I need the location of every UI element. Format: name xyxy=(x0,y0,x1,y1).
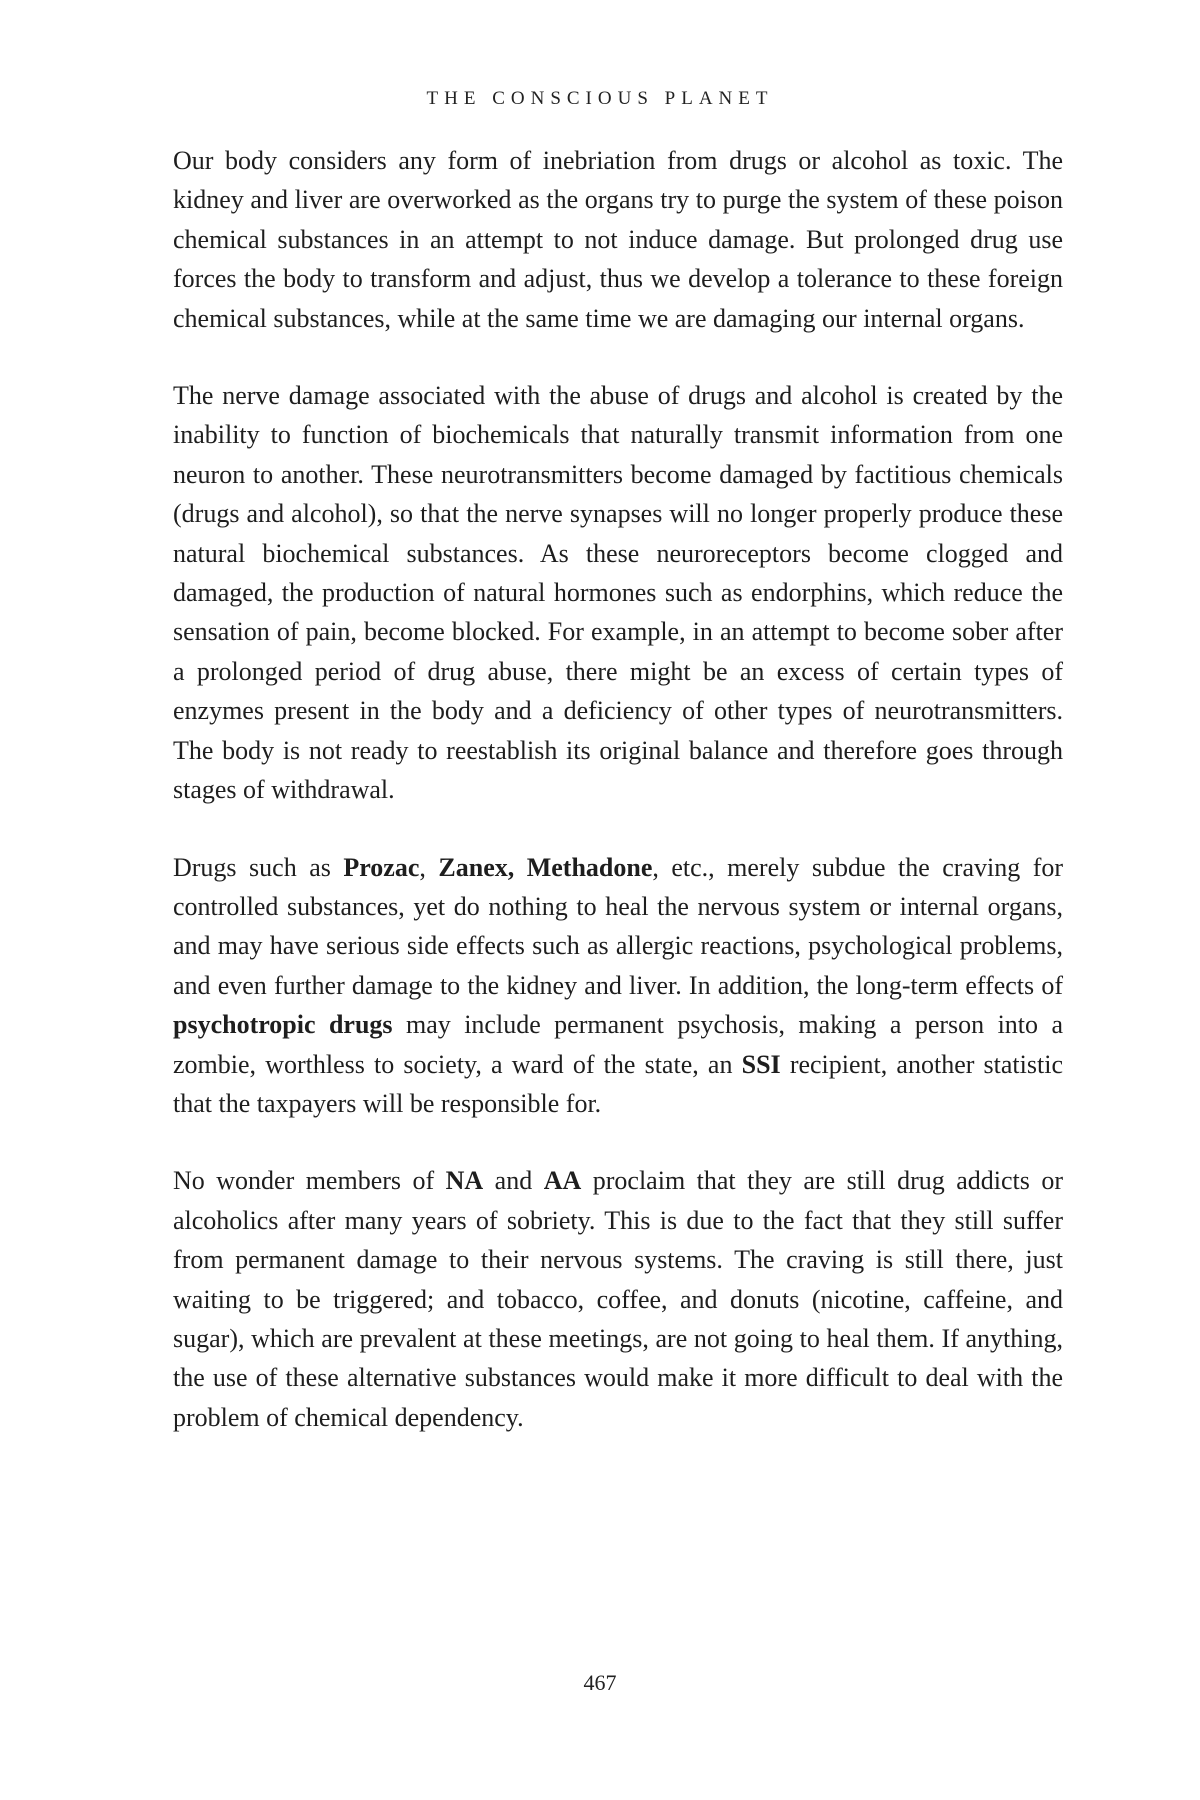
paragraph-text: recipient, another statistic that the taxpayers will be responsible for. xyxy=(173,1049,1063,1118)
paragraph-text: , etc., merely subdue the craving for controlled substances, yet do nothing to heal the nervous system or internal organs, and may have serious side effects such as allergic reactions, psychological problems, and even further damage to the kidney and liver. In addition, the long-term effects of xyxy=(173,852,1064,1000)
paragraph-text: Our body considers any form of inebriation from drugs or alcohol as toxic. The kidney and liver are overworked as the organs try to purge the system of these poison chemical substances in an attempt to not induce damage. But prolonged drug use forces the body to transform and adjust, thus we develop a tolerance to these foreign chemical substances, while at the same time we are damaging our internal organs. xyxy=(173,146,1063,333)
paragraph-4 xyxy=(173,1161,1063,1437)
bold-term: SSI xyxy=(741,1049,781,1079)
paragraph-text: may include permanent psychosis, making a person into a zombie, worthless to society, a ward of the state, an xyxy=(173,1010,1064,1079)
paragraph-3 xyxy=(173,848,1063,1124)
paragraph-text: Drugs such as xyxy=(173,852,344,882)
paragraph-2 xyxy=(173,376,1063,809)
paragraph-text: No wonder members of xyxy=(173,1166,446,1196)
paragraph-text: , xyxy=(419,852,439,882)
bold-term: AA xyxy=(543,1166,582,1196)
paragraph-text: and xyxy=(483,1166,544,1196)
body-text xyxy=(173,141,1063,1475)
paragraph-text: The nerve damage associated with the abuse of drugs and alcohol is created by the inability to function of biochemicals that naturally transmit information from one neuron to another. These neurotransmitters become damaged by factitious chemicals (drugs and alcohol), so that the nerve synapses will no longer properly produce these natural biochemical substances. As these neuroreceptors become clogged and damaged, the production of natural hormones such as endorphins, which reduce the sensation of pain, become blocked. For example, in an attempt to become sober after a prolonged period of drug abuse, there might be an excess of certain types of enzymes present in the body and a deficiency of other types of neurotransmitters. The body is not ready to reestablish its original balance and therefore goes through stages of withdrawal. xyxy=(173,381,1063,805)
bold-term: NA xyxy=(445,1166,484,1196)
paragraph-1 xyxy=(173,141,1063,338)
page-number: 467 xyxy=(583,1670,617,1695)
paragraph-text: proclaim that they are still drug addicts or alcoholics after many years of sobriety. This is due to the fact that they still suffer from permanent damage to their nervous systems. The craving is still there, just waiting to be triggered; and tobacco, coffee, and donuts (nicotine, caffeine, and sugar), which are prevalent at these meetings, are not going to heal them. If anything, the use of these alternative substances would make it more difficult to deal with the problem of chemical dependency. xyxy=(173,1166,1064,1432)
running-head: THE CONSCIOUS PLANET xyxy=(426,88,774,109)
bold-term: psychotropic drugs xyxy=(173,1010,393,1040)
bold-term: Zanex, Methadone xyxy=(438,852,653,882)
bold-term: Prozac xyxy=(343,852,420,882)
